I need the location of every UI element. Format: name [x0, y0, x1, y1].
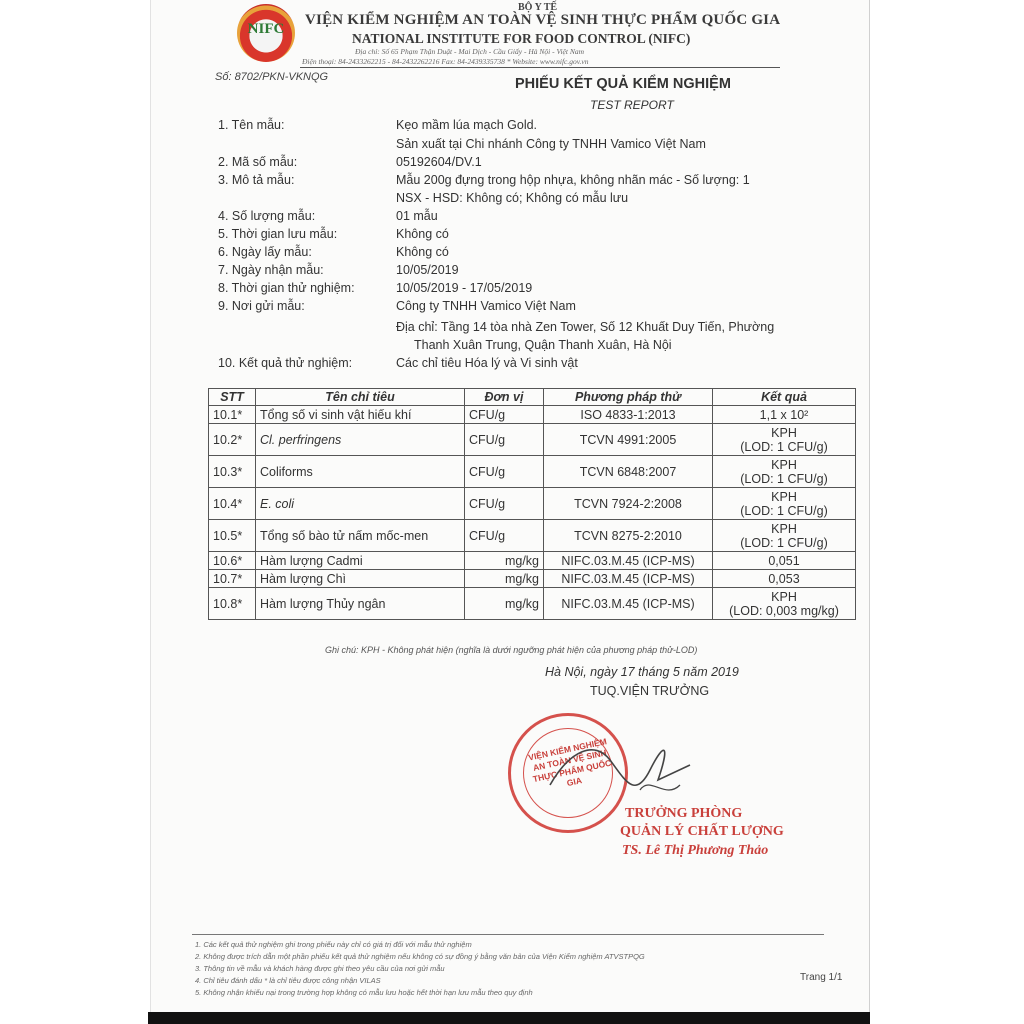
cell-result — [713, 488, 856, 520]
footnote: 4. Chỉ tiêu đánh dấu * là chỉ tiêu được công nhận VILAS — [195, 976, 381, 985]
field-value: 10/05/2019 - 17/05/2019 — [396, 281, 533, 295]
result-value: KPH — [771, 425, 797, 440]
cell-unit: mg/kg — [465, 570, 544, 588]
field-label: 4. Số lượng mẫu: — [218, 209, 316, 223]
cell-method: TCVN 8275-2:2010 — [544, 520, 713, 552]
footnote: 3. Thông tin về mẫu và khách hàng được ghi theo yêu cầu của nơi gửi mẫu — [195, 964, 445, 973]
table-row — [209, 488, 856, 520]
signatory-title: TUQ.VIỆN TRƯỞNG — [590, 684, 710, 698]
cell-stt: 10.8* — [209, 588, 256, 620]
field-value: 05192604/DV.1 — [396, 155, 482, 169]
table-row — [209, 424, 856, 456]
cell-result: 1,1 x 10² — [713, 406, 856, 424]
field-label: 1. Tên mẫu: — [218, 118, 285, 132]
place-date: Hà Nội, ngày 17 tháng 5 năm 2019 — [545, 665, 739, 679]
cell-name: Coliforms — [256, 456, 465, 488]
cell-method: TCVN 7924-2:2008 — [544, 488, 713, 520]
table-header-row — [209, 389, 856, 406]
report-title-en: TEST REPORT — [590, 98, 674, 112]
field-label: 6. Ngày lấy mẫu: — [218, 245, 312, 259]
cell-name: Tổng số vi sinh vật hiếu khí — [256, 406, 465, 424]
column-header: Kết quả — [713, 389, 856, 406]
page-number: Trang 1/1 — [800, 972, 843, 983]
cell-result — [713, 424, 856, 456]
cell-result — [713, 588, 856, 620]
field-label: 7. Ngày nhận mẫu: — [218, 263, 324, 277]
cell-result — [713, 456, 856, 488]
officer-name: TS. Lê Thị Phương Thảo — [622, 843, 769, 858]
field-value: 01 mẫu — [396, 209, 438, 223]
footnote: 5. Không nhận khiếu nại trong trường hợp không có mẫu lưu hoặc hết thời hạn lưu mẫu theo quy định — [195, 988, 533, 997]
table-row — [209, 570, 856, 588]
cell-stt: 10.3* — [209, 456, 256, 488]
cell-stt: 10.7* — [209, 570, 256, 588]
institute-name-en: NATIONAL INSTITUTE FOR FOOD CONTROL (NIFC) — [352, 31, 691, 46]
bottom-border — [148, 1012, 870, 1024]
field-value: Kẹo mầm lúa mạch Gold. — [396, 118, 538, 132]
cell-stt: 10.6* — [209, 552, 256, 570]
table-note: Ghi chú: KPH - Không phát hiện (nghĩa là dưới ngưỡng phát hiện của phương pháp thử-LOD) — [325, 645, 698, 655]
result-lod: (LOD: 1 CFU/g) — [740, 535, 828, 550]
cell-unit: CFU/g — [465, 488, 544, 520]
field-label: 8. Thời gian thử nghiệm: — [218, 281, 355, 295]
institute-contact: Điện thoại: 84-2433262215 - 84-2432262216 Fax: 84-2439335738 * Website: www.nifc.gov.vn — [302, 57, 589, 66]
cell-unit: mg/kg — [465, 552, 544, 570]
result-value: KPH — [771, 589, 797, 604]
cell-method: NIFC.03.M.45 (ICP-MS) — [544, 570, 713, 588]
field-value: Không có — [396, 227, 449, 241]
column-header: STT — [209, 389, 256, 406]
cell-name: E. coli — [256, 488, 465, 520]
cell-name: Tổng số bào tử nấm mốc-men — [256, 520, 465, 552]
field-value: Sản xuất tại Chi nhánh Công ty TNHH Vamico Việt Nam — [396, 137, 706, 151]
signature-icon — [540, 730, 700, 810]
result-lod: (LOD: 1 CFU/g) — [740, 471, 828, 486]
result-lod: (LOD: 1 CFU/g) — [740, 503, 828, 518]
field-label: 5. Thời gian lưu mẫu: — [218, 227, 338, 241]
officer-department: QUẢN LÝ CHẤT LƯỢNG — [620, 824, 784, 839]
cell-name: Hàm lượng Chì — [256, 570, 465, 588]
cell-stt: 10.5* — [209, 520, 256, 552]
field-value: NSX - HSD: Không có; Không có mẫu lưu — [396, 191, 629, 205]
field-value: Mẫu 200g đựng trong hộp nhựa, không nhãn mác - Số lượng: 1 — [396, 173, 750, 187]
table-row — [209, 520, 856, 552]
document-number: Số: 8702/PKN-VKNQG — [215, 71, 329, 83]
officer-position: TRƯỞNG PHÒNG — [625, 806, 743, 821]
column-header: Đơn vị — [465, 389, 544, 406]
cell-result — [713, 520, 856, 552]
result-value: KPH — [771, 489, 797, 504]
header-divider — [300, 67, 780, 68]
logo-text: NIFC — [247, 21, 285, 37]
cell-unit: CFU/g — [465, 520, 544, 552]
cell-stt: 10.4* — [209, 488, 256, 520]
result-lod: (LOD: 1 CFU/g) — [740, 439, 828, 454]
table-row — [209, 588, 856, 620]
ministry-name: BỘ Y TẾ — [518, 2, 558, 13]
cell-method: ISO 4833-1:2013 — [544, 406, 713, 424]
cell-method: TCVN 6848:2007 — [544, 456, 713, 488]
field-value: Thanh Xuân Trung, Quận Thanh Xuân, Hà Nội — [414, 338, 672, 352]
cell-name: Cl. perfringens — [256, 424, 465, 456]
column-header: Tên chỉ tiêu — [256, 389, 465, 406]
footnote: 2. Không được trích dẫn một phần phiếu kết quả thử nghiệm nếu không có sự đồng ý bằng văn bản của Viện Kiểm nghiệm ATVSTPQG — [195, 952, 645, 961]
cell-result: 0,051 — [713, 552, 856, 570]
cell-stt: 10.1* — [209, 406, 256, 424]
field-value: Các chỉ tiêu Hóa lý và Vi sinh vật — [396, 356, 578, 370]
cell-unit: CFU/g — [465, 424, 544, 456]
field-label: 10. Kết quả thử nghiệm: — [218, 356, 353, 370]
result-value: KPH — [771, 457, 797, 472]
report-title: PHIẾU KẾT QUẢ KIỂM NGHIỆM — [515, 76, 731, 92]
result-value: KPH — [771, 521, 797, 536]
table-row — [209, 406, 856, 424]
cell-method: TCVN 4991:2005 — [544, 424, 713, 456]
stamp-text: VIỆN KIỂM NGHIỆM AN TOÀN VỆ SINH THỰC PHẨM QUỐC GIA — [527, 736, 613, 789]
result-lod: (LOD: 0,003 mg/kg) — [729, 603, 839, 618]
cell-unit: mg/kg — [465, 588, 544, 620]
field-value: Công ty TNHH Vamico Việt Nam — [396, 299, 576, 313]
field-label: 9. Nơi gửi mẫu: — [218, 299, 305, 313]
table-row — [209, 552, 856, 570]
footnote-divider — [192, 934, 824, 935]
field-label: 2. Mã số mẫu: — [218, 155, 298, 169]
cell-unit: CFU/g — [465, 406, 544, 424]
cell-stt: 10.2* — [209, 424, 256, 456]
field-value: 10/05/2019 — [396, 263, 459, 277]
institute-name-vn: VIỆN KIỂM NGHIỆM AN TOÀN VỆ SINH THỰC PHẨM QUỐC GIA — [305, 12, 781, 28]
field-value: Địa chỉ: Tầng 14 tòa nhà Zen Tower, Số 12 Khuất Duy Tiến, Phường — [396, 320, 775, 334]
cell-method: NIFC.03.M.45 (ICP-MS) — [544, 552, 713, 570]
cell-name: Hàm lượng Cadmi — [256, 552, 465, 570]
field-value: Không có — [396, 245, 449, 259]
column-header: Phương pháp thử — [544, 389, 713, 406]
table-row — [209, 456, 856, 488]
institute-address: Địa chỉ: Số 65 Phạm Thận Duật - Mai Dịch - Cầu Giấy - Hà Nội - Việt Nam — [355, 47, 585, 56]
field-label: 3. Mô tả mẫu: — [218, 173, 295, 187]
nifc-logo-icon — [237, 4, 295, 62]
cell-method: NIFC.03.M.45 (ICP-MS) — [544, 588, 713, 620]
cell-result: 0,053 — [713, 570, 856, 588]
results-table — [208, 388, 856, 620]
cell-name: Hàm lượng Thủy ngân — [256, 588, 465, 620]
footnote: 1. Các kết quả thử nghiệm ghi trong phiếu này chỉ có giá trị đối với mẫu thử nghiệm — [195, 940, 472, 949]
cell-unit: CFU/g — [465, 456, 544, 488]
